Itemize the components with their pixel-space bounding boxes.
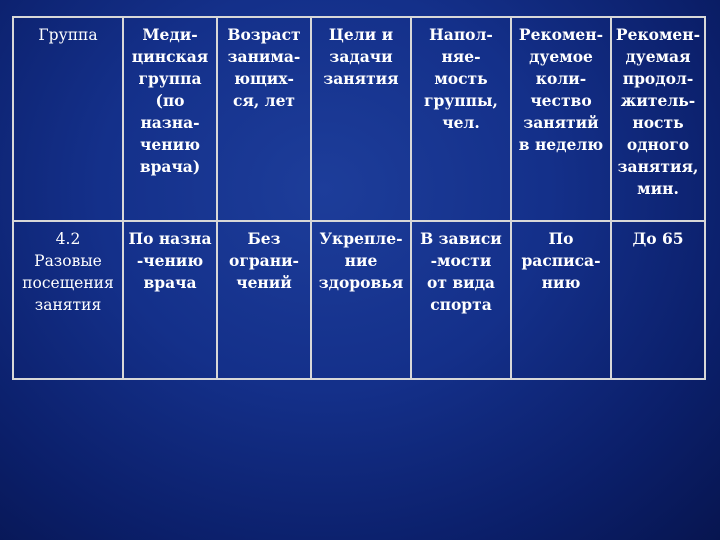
table-row: [13, 221, 705, 379]
cell-goals: [311, 221, 411, 379]
program-table: [12, 16, 706, 380]
header-cell-sessions-per-week: [511, 17, 611, 221]
cell-value: По назна -чению врача: [128, 229, 212, 292]
header-cell-medical-group: [123, 17, 217, 221]
header-cell-group: [13, 17, 123, 221]
header-label: Группа: [38, 26, 98, 44]
header-cell-age: [217, 17, 311, 221]
cell-sessions-per-week: [511, 221, 611, 379]
cell-value: По расписа- нию: [521, 229, 601, 292]
cell-group: [13, 221, 123, 379]
cell-session-duration: [611, 221, 705, 379]
header-label: Напол- няе- мость группы, чел.: [424, 25, 498, 132]
header-label: Возраст занима- ющих- ся, лет: [227, 25, 301, 110]
header-label: Цели и задачи занятия: [323, 25, 399, 88]
header-cell-session-duration: [611, 17, 705, 221]
cell-value: До 65: [632, 229, 684, 248]
header-label: Рекомен- дуемая продол- житель- ность одного занятия, мин.: [615, 25, 701, 198]
header-label: Рекомен- дуемое коли- чество занятий в неделю: [518, 25, 604, 154]
cell-age: [217, 221, 311, 379]
header-label: Меди- цинская группа (по назна- чению врача): [131, 25, 209, 176]
cell-group-size: [411, 221, 511, 379]
cell-value: 4.2 Разовые посещения занятия: [22, 230, 114, 314]
cell-value: Без ограни- чений: [229, 229, 299, 292]
header-cell-group-size: [411, 17, 511, 221]
table-header-row: [13, 17, 705, 221]
header-cell-goals: [311, 17, 411, 221]
cell-value: В зависи -мости от вида спорта: [420, 229, 502, 314]
cell-value: Укрепле- ние здоровья: [318, 229, 404, 292]
cell-medical-group: [123, 221, 217, 379]
